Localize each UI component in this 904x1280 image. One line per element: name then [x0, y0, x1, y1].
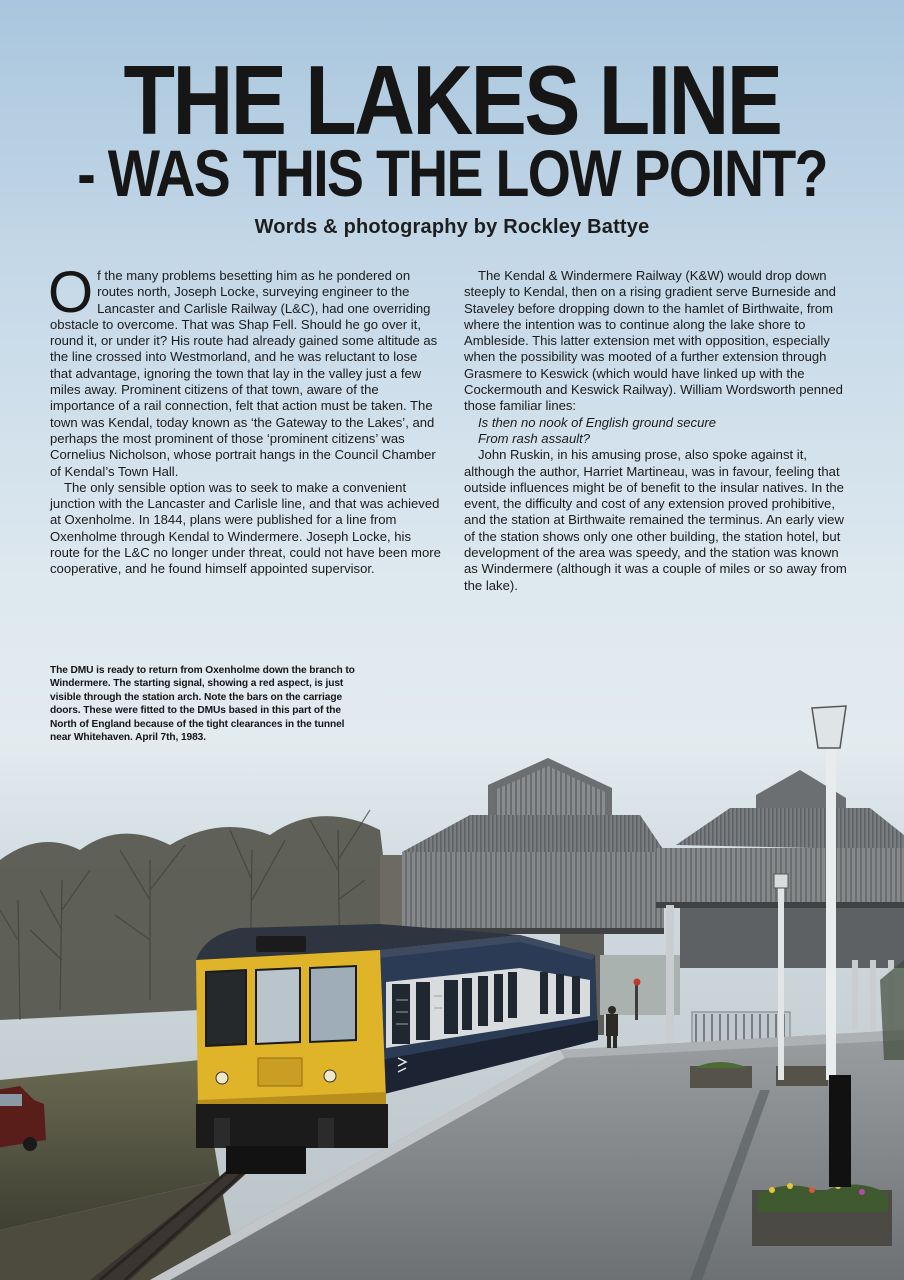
- drop-cap: O: [48, 260, 94, 325]
- article-column-left: [48, 260, 442, 578]
- photo-caption: The DMU is ready to return from Oxenholme down the branch to Windermere. The starting signal, showing a red aspect, is just visible through the station arch. Note the bars on the carriage doors. These were fitted to the DMUs based in this part of the North of England because of the tight clearances in the tunnel near Whitehaven. April 7th, 1983.: [50, 665, 355, 744]
- headline-block: [0, 45, 904, 239]
- paragraph: The Kendal & Windermere Railway (K&W) would drop down steeply to Kendal, then on a rising gradient serve Burneside and Staveley before dropping down to the hamlet of Birthwaite, from where the intention was to continue along the lake shore to Ambleside. This latter extension met with opposition, especially when the possibility was mooted of a further extension through Grasmere to Keswick (which would have linked up with the Cockermouth and Keswick Railway). William Wordsworth penned those familiar lines:: [464, 268, 843, 414]
- byline: Words & photography by Rockley Battye: [254, 216, 650, 238]
- page-title: THE LAKES LINE: [123, 45, 781, 155]
- article-column-right: [464, 268, 856, 594]
- paragraph-text: f the many problems besetting him as he pondered on routes north, Joseph Locke, surveying engineer to the Lancaster and Carlisle Railway (L&C), had one overriding obstacle to overcome. That was Shap Fell. Should he go over it, round it, or under it? His route had already gained some altitude as the line crossed into Westmorland, and he was reluctant to lose that advantage, ignoring the town that lay in the valley just a few miles away. Prominent citizens of that town, aware of the importance of a rail connection, felt that action must be taken. The town was Kendal, today known as ‘the Gateway to the Lakes’, and perhaps the most prominent of those ‘prominent citizens’ was Cornelius Nicholson, whose portrait hangs in the Council Chamber of Kendal’s Town Hall.: [50, 268, 438, 479]
- canopy-left: [402, 758, 665, 934]
- quoted-verse-line: From rash assault?: [478, 430, 591, 446]
- paragraph: The only sensible option was to seek to make a convenient junction with the Lancaster and Carlisle line, and that was achieved at Oxenholme. In 1844, plans were published for a line from Oxenholme through Kendal to Windermere. Joseph Locke, his route for the L&C no longer under threat, could not have been more cooperative, and he found himself appointed supervisor.: [50, 479, 441, 577]
- paragraph: [48, 260, 442, 480]
- page-subtitle: - WAS THIS THE LOW POINT?: [77, 136, 827, 210]
- paragraph: John Ruskin, in his amusing prose, also spoke against it, although the author, Harriet Martineau, was in favour, feeling that outside influences might be of benefit to the insular natives. In the event, the difficulty and cost of any extension proved prohibitive, and the station at Birthwaite remained the terminus. An early view of the station shows only one other building, the station hotel, but development of the area was speedy, and the station was known as Windermere (although it was a couple of miles or so away from the lake).: [464, 447, 847, 593]
- quoted-verse-line: Is then no nook of English ground secure: [478, 414, 717, 430]
